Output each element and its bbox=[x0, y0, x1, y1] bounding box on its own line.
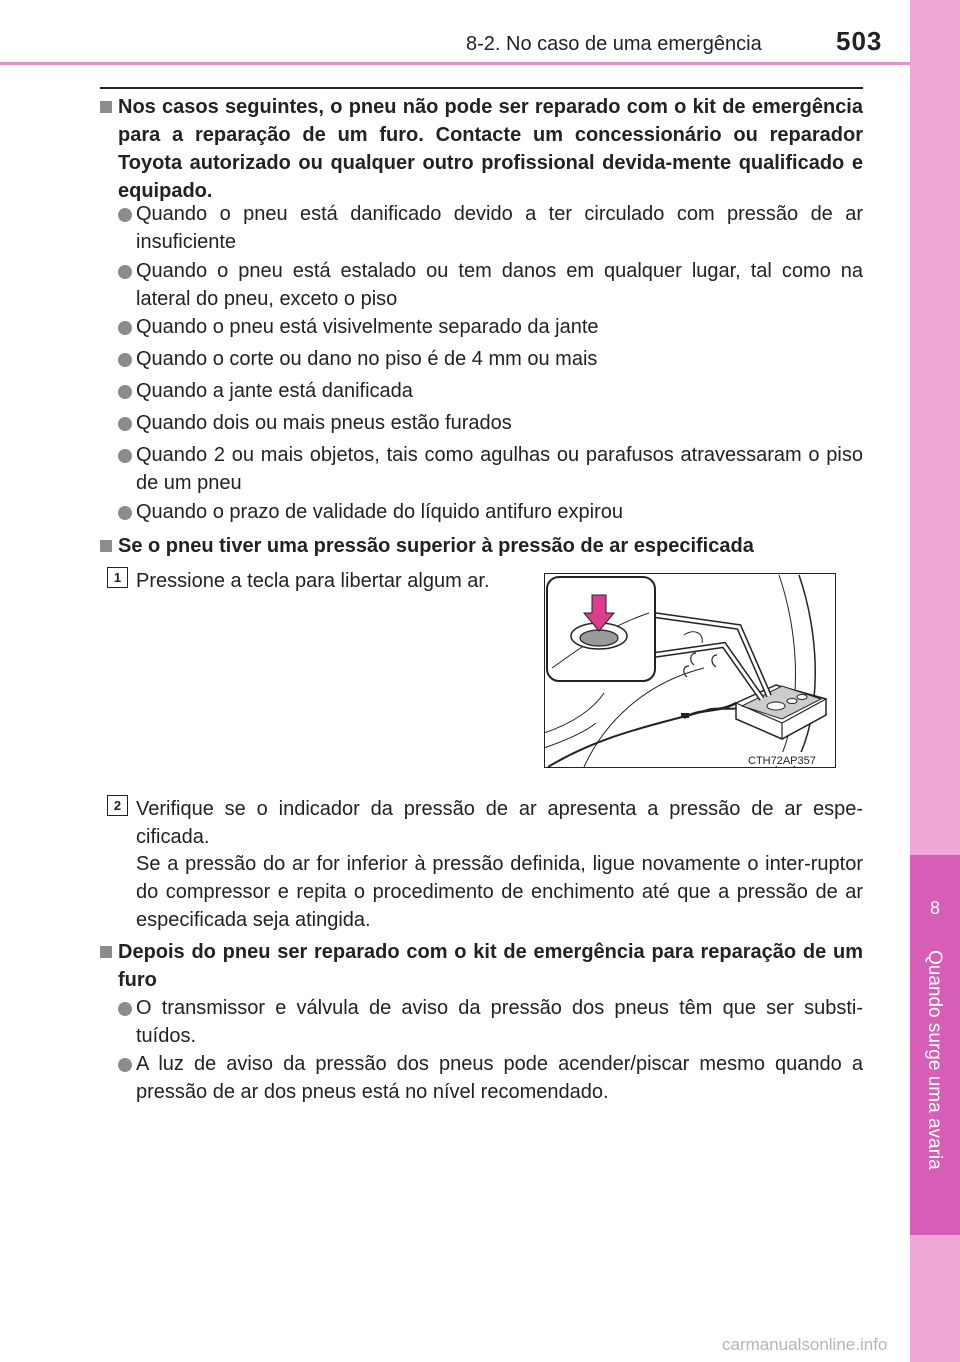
list-item: Quando o pneu está danificado devido a ter circulado com pressão de ar insuficiente bbox=[136, 203, 863, 253]
bullet-marker bbox=[118, 449, 132, 463]
list-item: Quando o pneu está visivelmente separado da jante bbox=[136, 316, 599, 338]
bullet-marker bbox=[118, 385, 132, 399]
section-marker bbox=[100, 101, 112, 113]
list-item: Quando o prazo de validade do líquido antifuro expirou bbox=[136, 501, 624, 523]
bullet-marker bbox=[118, 321, 132, 335]
figure-code: CTH72AP357 bbox=[748, 755, 816, 767]
bullet-marker bbox=[118, 506, 132, 520]
compressor-illustration bbox=[544, 573, 836, 768]
list-item: Quando dois ou mais pneus estão furados bbox=[136, 412, 512, 434]
step-note: Se a pressão do ar for inferior à pressão definida, ligue novamente o inter-ruptor do compressor e repita o procedimento de enchimento até que a pressão de ar especificada seja atingida. bbox=[136, 853, 863, 931]
section-marker bbox=[100, 946, 112, 958]
header-divider bbox=[0, 62, 910, 65]
chapter-tab[interactable] bbox=[910, 855, 960, 1235]
section-marker bbox=[100, 540, 112, 552]
bullet-marker bbox=[118, 265, 132, 279]
bullet-marker bbox=[118, 208, 132, 222]
chapter-title: Quando surge uma avaria bbox=[924, 950, 945, 1170]
section-title: 8-2. No caso de uma emergência bbox=[466, 33, 762, 55]
bullet-marker bbox=[118, 1058, 132, 1072]
list-item: Quando o corte ou dano no piso é de 4 mm ou mais bbox=[136, 348, 598, 370]
content-divider bbox=[100, 87, 863, 89]
step-number-badge: 1 bbox=[107, 567, 128, 588]
list-item: Quando o pneu está estalado ou tem danos em qualquer lugar, tal como na lateral do pneu, exceto o piso bbox=[136, 260, 863, 310]
step-text: Pressione a tecla para libertar algum ar. bbox=[136, 570, 490, 592]
list-item: Quando a jante está danificada bbox=[136, 380, 413, 402]
footer-watermark: carmanualsonline.info bbox=[722, 1335, 888, 1354]
chapter-number: 8 bbox=[929, 898, 940, 918]
list-item: O transmissor e válvula de aviso da pressão dos pneus têm que ser substi-tuídos. bbox=[136, 997, 863, 1047]
page-number: 503 bbox=[836, 26, 883, 56]
bullet-marker bbox=[118, 417, 132, 431]
step-number-badge: 2 bbox=[107, 795, 128, 816]
list-item: A luz de aviso da pressão dos pneus pode acender/piscar mesmo quando a pressão de ar dos pneus está no nível recomendado. bbox=[136, 1053, 863, 1103]
bullet-marker bbox=[118, 1002, 132, 1016]
bullet-marker bbox=[118, 353, 132, 367]
section-heading: Nos casos seguintes, o pneu não pode ser reparado com o kit de emergência para a reparação de um furo. Contacte um concessionário ou reparador Toyota autorizado ou qualquer outro profissional devida-mente qualificado e equipado. bbox=[118, 96, 863, 202]
list-item: Quando 2 ou mais objetos, tais como agulhas ou parafusos atravessaram o piso de um pneu bbox=[136, 444, 863, 494]
section-heading: Se o pneu tiver uma pressão superior à pressão de ar especificada bbox=[118, 535, 754, 557]
step-text: Verifique se o indicador da pressão de ar apresenta a pressão de ar espe-cificada. bbox=[136, 798, 863, 848]
section-heading: Depois do pneu ser reparado com o kit de emergência para reparação de um furo bbox=[118, 941, 863, 991]
